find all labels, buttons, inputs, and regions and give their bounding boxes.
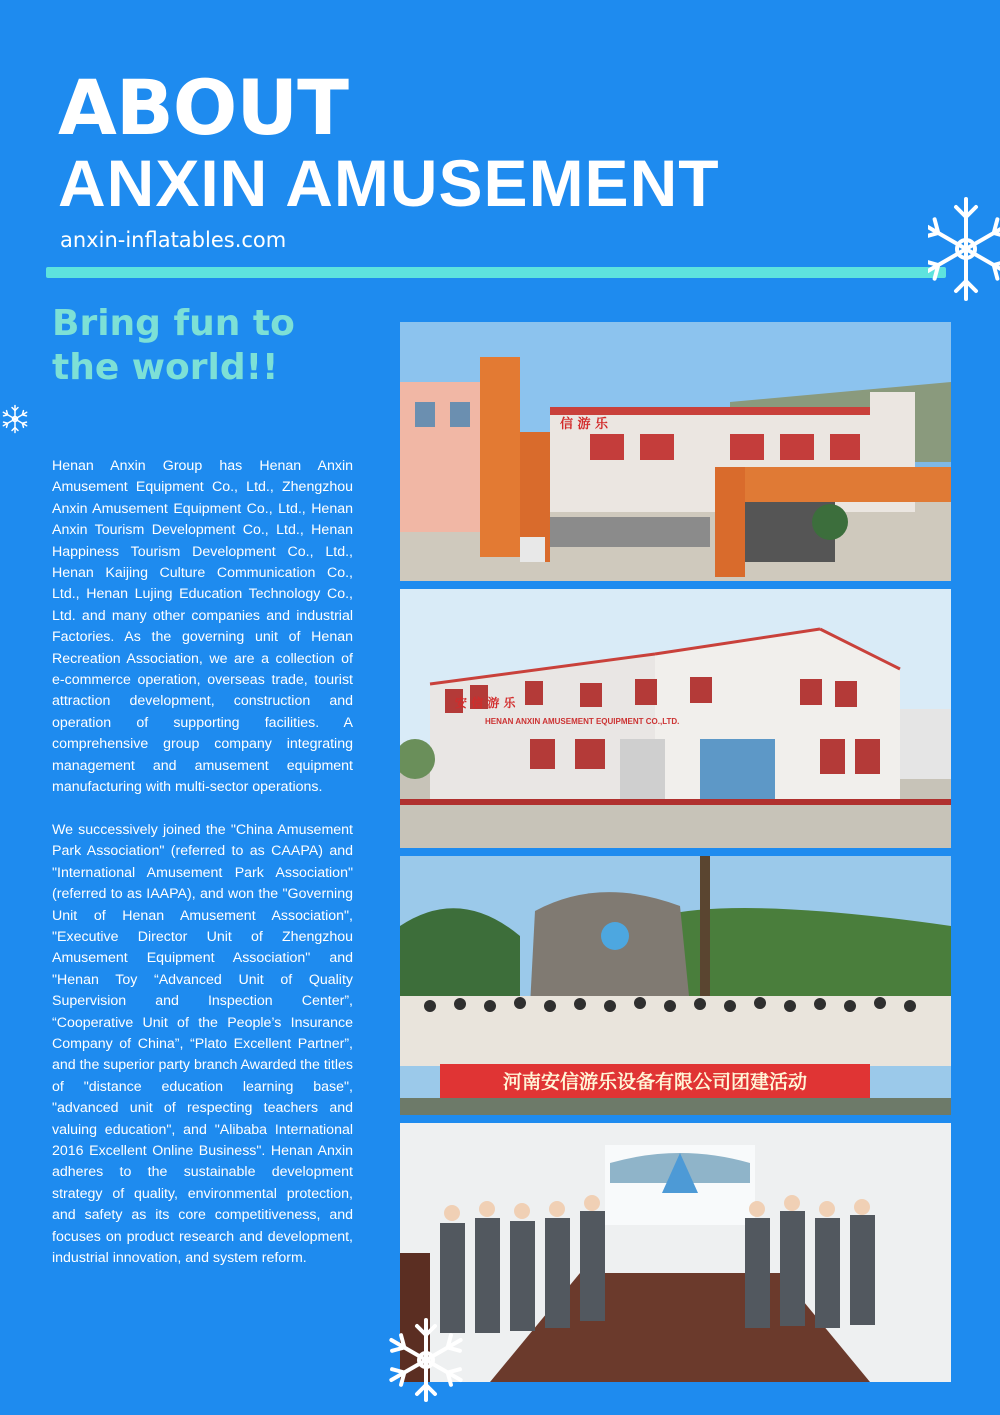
team-building-photo — [400, 856, 951, 1115]
company-name: ANXIN AMUSEMENT — [58, 146, 720, 220]
factory-building-photo — [400, 589, 951, 848]
snowflake-icon — [0, 388, 30, 450]
factory-building-sign: 安 信 游 乐 — [455, 696, 516, 710]
snowflake-icon — [384, 1315, 468, 1405]
page-title: ABOUT — [58, 63, 348, 152]
team-building-banner: 河南安信游乐设备有限公司团建活动 — [502, 1071, 808, 1093]
website-link[interactable]: anxin-inflatables.com — [60, 228, 287, 252]
about-paragraph-2: We successively joined the "China Amusement Park Association" (referred to as CAAPA) and "International Amusement Park Association" (referred to as IAAPA), and won the "Governing Unit of Henan Amusement Association", "Executive Director Unit of Zhengzhou Amusement Equipment Association" and "Henan Toy “Advanced Unit of Quality Supervision and Inspection Center”, “Cooperative Unit of the People’s Insurance Company of China”, “Plato Excellent Partner”, and the superior party branch Awarded the titles of "distance education learning base", "advanced unit of respecting teachers and valuing education", and "Alibaba International 2016 Excellent Online Business". Henan Anxin adheres to the sustainable development strategy of quality, environmental protection, and safety as its core competitiveness, and focuses on product research and development, industrial innovation, and system reform. — [52, 821, 354, 1267]
about-body — [52, 456, 353, 1291]
about-paragraph-1: Henan Anxin Group has Henan Anxin Amusement Equipment Co., Ltd., Zhengzhou Anxin Amusement Equipment Co., Ltd., Henan Anxin Tourism Development Co., Ltd., Henan Happiness Tourism Development Co., Ltd., Henan Kaijing Culture Communication Co., Ltd., Henan Lujing Education Technology Co., Ltd. and many other companies and industrial Factories. As the governing unit of Henan Recreation Association, we are a collection of e-commerce operation, overseas trade, tourist attraction development, construction and operation of supporting facilities. A comprehensive group company integrating management and amusement equipment manufacturing with multi-sector operations. — [52, 458, 353, 796]
factory-gate-photo — [400, 322, 951, 581]
tagline: Bring fun to the world!! — [52, 303, 295, 388]
header-divider — [46, 267, 946, 278]
snowflake-icon — [928, 193, 1000, 305]
factory-building-subsign: HENAN ANXIN AMUSEMENT EQUIPMENT CO.,LTD. — [485, 717, 680, 726]
factory-gate-sign: 信 游 乐 — [560, 417, 609, 432]
meeting-room-photo — [400, 1123, 951, 1382]
